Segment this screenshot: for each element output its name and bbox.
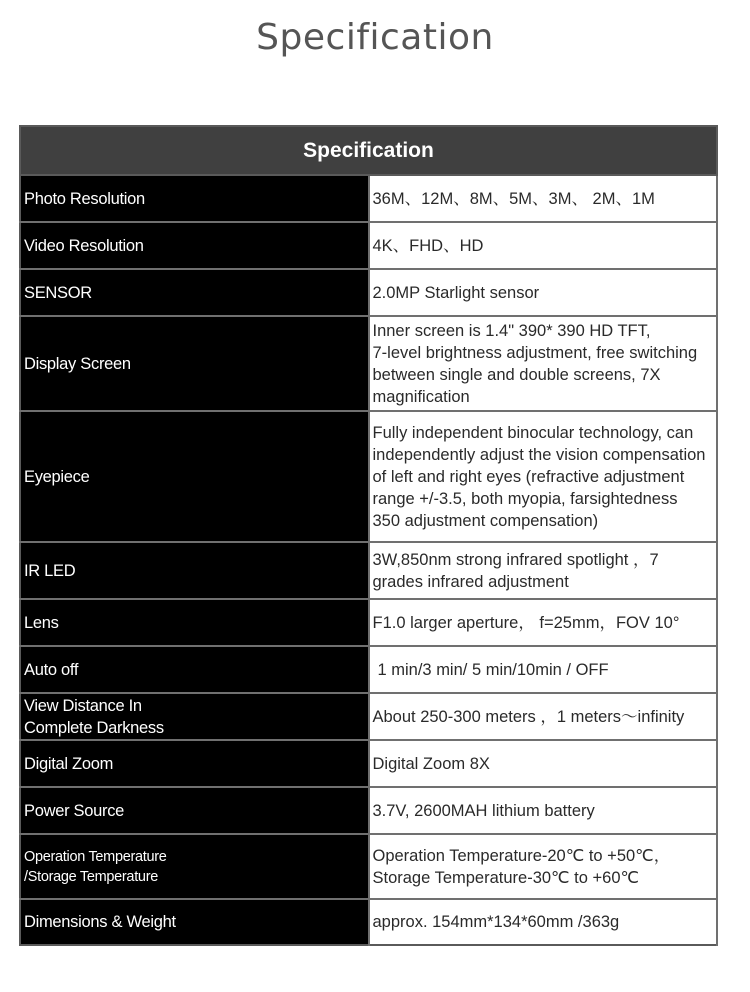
- table-row: [20, 269, 717, 316]
- row-label: IR LED: [20, 542, 369, 599]
- row-label: SENSOR: [20, 269, 369, 316]
- table-row: [20, 599, 717, 646]
- row-value: About 250-300 meters ，1 meters～infinity: [369, 693, 718, 740]
- row-value: approx. 154mm*134*60mm /363g: [369, 899, 718, 945]
- row-value: F1.0 larger aperture， f=25mm，FOV 10°: [369, 599, 718, 646]
- row-value: 3W,850nm strong infrared spotlight ，7 grades infrared adjustment: [369, 542, 718, 599]
- label-line: /Storage Temperature: [24, 868, 158, 885]
- row-label: Lens: [20, 599, 369, 646]
- row-label: Eyepiece: [20, 411, 369, 542]
- table-row: [20, 542, 717, 599]
- row-value: Fully independent binocular technology, can independently adjust the vision compensation of left and right eyes (refractive adjustment range +/-3.5, both myopia, farsightedness 350 adjustment compensation): [369, 411, 718, 542]
- table-row: [20, 646, 717, 693]
- table-row: [20, 787, 717, 834]
- value-line: Inner screen is 1.4" 390* 390 HD TFT,: [372, 321, 651, 340]
- page-title: Specification: [256, 17, 494, 58]
- row-label: Digital Zoom: [20, 740, 369, 787]
- value-line: 7-level brightness adjustment, free switching between single and double screens, 7X magnification: [372, 343, 698, 406]
- row-value: [369, 316, 718, 411]
- table-header-row: [20, 126, 717, 175]
- spec-table: [19, 125, 718, 946]
- table-row: [20, 175, 717, 222]
- table-row: [20, 899, 717, 945]
- row-value: Digital Zoom 8X: [369, 740, 718, 787]
- label-line: View Distance In: [24, 696, 142, 715]
- row-label: [20, 834, 369, 899]
- row-label: Video Resolution: [20, 222, 369, 269]
- row-label: Power Source: [20, 787, 369, 834]
- label-line: Complete Darkness: [24, 718, 164, 737]
- row-value: 3.7V, 2600MAH lithium battery: [369, 787, 718, 834]
- row-value: 36M、12M、8M、5M、3M、 2M、1M: [369, 175, 718, 222]
- row-value: 2.0MP Starlight sensor: [369, 269, 718, 316]
- row-value: 4K、FHD、HD: [369, 222, 718, 269]
- row-label: Display Screen: [20, 316, 369, 411]
- table-row: [20, 316, 717, 411]
- table-row: [20, 411, 717, 542]
- value-text: 1 min/3 min/ 5 min/10min / OFF: [377, 660, 609, 679]
- table-row: [20, 693, 717, 740]
- row-label: Auto off: [20, 646, 369, 693]
- label-line: Operation Temperature: [24, 848, 167, 865]
- table-row: [20, 740, 717, 787]
- row-value: [369, 646, 718, 693]
- table-row: [20, 222, 717, 269]
- row-label: [20, 693, 369, 740]
- table-header: Specification: [20, 126, 717, 175]
- row-value: Operation Temperature-20℃ to +50℃，Storage Temperature-30℃ to +60℃: [369, 834, 718, 899]
- row-label: Dimensions & Weight: [20, 899, 369, 945]
- table-row: [20, 834, 717, 899]
- row-label: Photo Resolution: [20, 175, 369, 222]
